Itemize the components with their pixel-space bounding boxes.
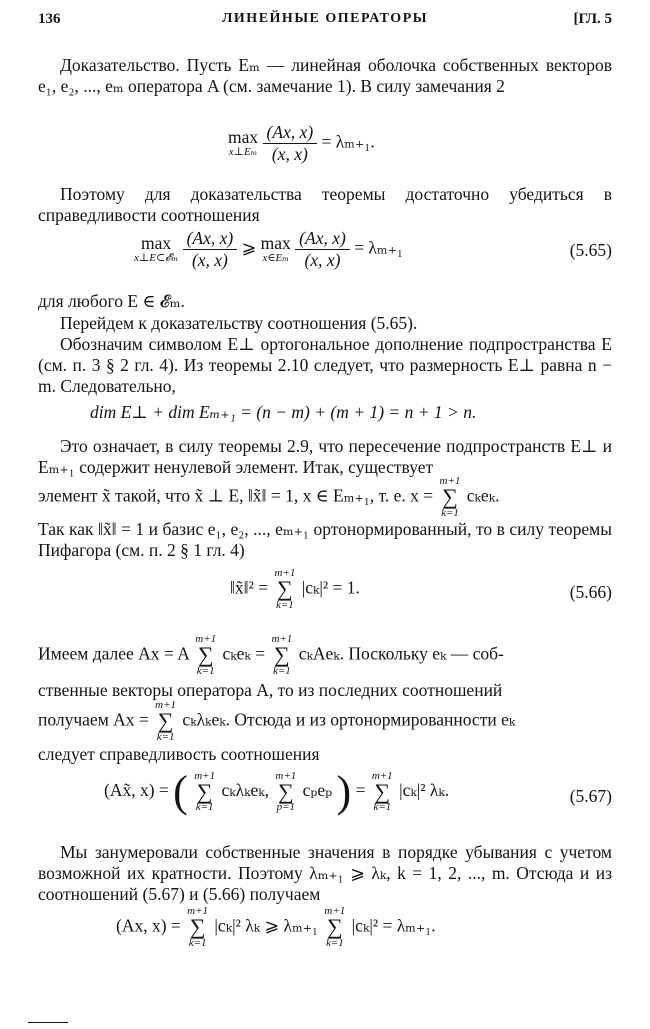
- element-x-end: cₖeₖ.: [466, 485, 500, 506]
- paragraph-pythagoras: Так как ‖x̃‖ = 1 и базис e₁, e₂, ..., eₘ₊₁ ортонормированный, то в силу теоремы Пифагора (см. п. 2 § 1 гл. 4): [38, 519, 612, 560]
- formula-final: (Ax, x) = m+1 ∑ k=1 |cₖ|² λₖ ⩾ λₘ₊₁ m+1 ∑ k=1 |cₖ|² = λₘ₊₁.: [116, 905, 436, 949]
- equation-number-5-67: (5.67): [569, 786, 612, 806]
- equation-number-5-66: (5.66): [569, 582, 612, 602]
- fraction-numerator: (Ax, x): [263, 122, 318, 144]
- formula-rhs: |cₖ|² = 1.: [301, 577, 360, 598]
- page-number: 136: [38, 11, 61, 27]
- line-we-obtain: получаем Ax = m+1 ∑ k=1 cₖλₖeₖ. Отсюда и из ортонормированности eₖ: [38, 699, 516, 743]
- fraction-denominator: (x, x): [271, 144, 308, 164]
- left-parenthesis: (: [173, 767, 188, 816]
- max-subscript: x⊥Eₘ: [228, 145, 258, 158]
- paragraph-ordering: Мы занумеровали собственные значения в порядке убывания с учетом возможной их кратности. Поэтому λₘ₊₁ ⩾ λₖ, k = 1, 2, ..., m. Отсюда и из соотношений (5.67) и (5.66) получаем: [38, 842, 612, 904]
- summation-sign: m+1 ∑ k=1: [371, 769, 393, 814]
- ge-sign: ⩾: [241, 237, 257, 258]
- formula-lhs: ‖x̃‖² =: [230, 577, 269, 598]
- formula-max-orthogonal: [38, 122, 612, 174]
- paragraph-therefore: Поэтому для доказательства теоремы достаточно убедиться в справедливости соотношения: [38, 184, 612, 225]
- formula-rhs: = λₘ₊₁.: [321, 131, 375, 152]
- line-eigenvectors: ственные векторы оператора A, то из последних соотношений: [38, 680, 503, 700]
- summation-sign: m+1 ∑ p=1: [275, 769, 297, 814]
- fraction-numerator: (Ax, x): [183, 228, 238, 250]
- formula-dimension: dim E⊥ + dim Eₘ₊₁ = (n − m) + (m + 1) = n + 1 > n.: [90, 402, 477, 422]
- max-operator: max: [228, 127, 259, 148]
- fraction-denominator: (x, x): [191, 250, 228, 270]
- summation-sign: m+1 ∑ k=1: [274, 567, 296, 611]
- page-header: [38, 10, 612, 34]
- fraction-numerator: (Ax, x): [295, 228, 350, 250]
- chapter-marker: [ГЛ. 5: [573, 11, 612, 27]
- max-operator: max: [260, 233, 291, 254]
- formula-rhs: = λₘ₊₁: [354, 237, 403, 258]
- equation-number-5-65: (5.65): [569, 240, 612, 260]
- formula-lhs: (Ax̃, x) =: [104, 780, 169, 801]
- text-proceed-proof: Перейдем к доказательству соотношения (5.65).: [60, 313, 418, 333]
- text-for-any-E: для любого E ∈ 𝓔ₘ.: [38, 291, 185, 311]
- summation-sign: m+1 ∑ k=1: [194, 769, 216, 814]
- paragraph-intersection: Это означает, в силу теоремы 2.9, что пересечение подпространств E⊥ и Eₘ₊₁ содержит ненулевой элемент. Итак, существует: [38, 436, 612, 477]
- running-title: ЛИНЕЙНЫЕ ОПЕРАТОРЫ: [221, 11, 428, 26]
- line-element-x: [38, 476, 612, 519]
- formula-5-67: (Ax̃, x) = ( m+1 ∑ k=1 cₖλₖeₖ, m+1 ∑ p=1 cₚeₚ ) = m+1 ∑ k=1 |cₖ|² λₖ. (5.67): [104, 767, 612, 816]
- line-we-have: Имеем далее Ax = A m+1 ∑ k=1 cₖeₖ = m+1 ∑ k=1 cₖAeₖ. Поскольку eₖ — соб-: [38, 633, 504, 677]
- paragraph-orthogonal-complement: Обозначим символом E⊥ ортогональное дополнение подпространства E (см. п. 3 § 2 гл. 4). Из теоремы 2.10 следует, что размерность E⊥ равна n − m. Следовательно,: [38, 334, 612, 396]
- footnote-rule: [28, 1022, 68, 1023]
- max-subscript: x∈Eₘ: [262, 251, 289, 264]
- formula-5-66: [38, 568, 612, 620]
- summation-sign: m+1 ∑ k=1: [187, 905, 209, 949]
- summation-sign: m+1 ∑ k=1: [439, 475, 461, 519]
- summation-sign: m+1 ∑ k=1: [155, 699, 177, 743]
- element-x-text: элемент x̃ такой, что x̃ ⊥ E, ‖x̃‖ = 1, x ∈ Eₘ₊₁, т. е. x =: [38, 485, 434, 506]
- summation-sign: m+1 ∑ k=1: [324, 905, 346, 949]
- formula-lhs: (Ax, x) =: [116, 915, 181, 936]
- fraction-denominator: (x, x): [304, 250, 341, 270]
- formula-5-65: [38, 228, 612, 280]
- line-follows: следует справедливость соотношения: [38, 744, 320, 764]
- max-operator: max: [141, 233, 172, 254]
- summation-sign: m+1 ∑ k=1: [271, 633, 293, 677]
- summation-sign: m+1 ∑ k=1: [195, 633, 217, 677]
- paragraph-proof-start: Доказательство. Пусть Eₘ — линейная оболочка собственных векторов e₁, e₂, ..., eₘ оператора A (см. замечание 1). В силу замечания 2: [38, 55, 612, 96]
- max-subscript: x⊥E⊂𝓔ₘ: [134, 251, 179, 264]
- right-parenthesis: ): [336, 767, 352, 816]
